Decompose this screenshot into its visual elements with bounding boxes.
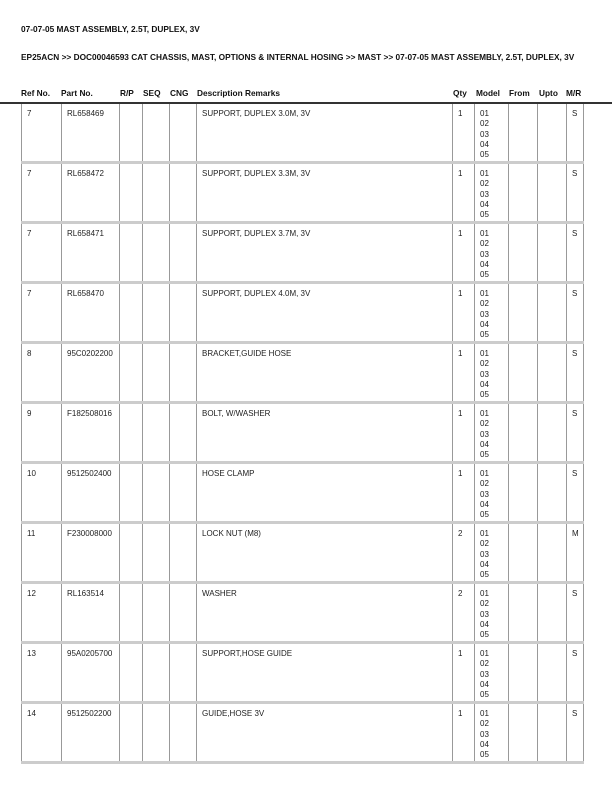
qty-cell: 1: [453, 643, 475, 703]
rp-cell: [120, 163, 143, 223]
part-number-cell: F230008000: [62, 523, 120, 583]
cng-cell: [170, 223, 197, 283]
seq-cell: [143, 343, 170, 403]
cng-cell: [170, 583, 197, 643]
page-title: 07-07-05 MAST ASSEMBLY, 2.5T, DUPLEX, 3V: [21, 24, 200, 34]
seq-cell: [143, 403, 170, 463]
model-cell: [475, 703, 509, 763]
mr-cell: S: [567, 283, 584, 343]
upto-cell: [538, 643, 567, 703]
ref-cell: 7: [22, 104, 62, 163]
upto-cell: [538, 104, 567, 163]
part-number-cell: RL658471: [62, 223, 120, 283]
description-cell: LOCK NUT (M8): [197, 523, 453, 583]
mr-cell: S: [567, 583, 584, 643]
upto-cell: [538, 283, 567, 343]
description-cell: HOSE CLAMP: [197, 463, 453, 523]
cng-cell: [170, 104, 197, 163]
ref-cell: 14: [22, 703, 62, 763]
ref-cell: 12: [22, 583, 62, 643]
part-number-cell: RL658469: [62, 104, 120, 163]
header-model: Model: [476, 88, 500, 98]
description-cell: SUPPORT, DUPLEX 3.7M, 3V: [197, 223, 453, 283]
model-code: 04: [480, 379, 489, 389]
model-code: 05: [480, 510, 489, 520]
ref-cell: 11: [22, 523, 62, 583]
model-code: 03: [480, 249, 489, 259]
model-code: 04: [480, 199, 489, 209]
model-code: 03: [480, 609, 489, 619]
table-row: [22, 343, 584, 403]
model-code: 03: [480, 189, 489, 199]
cng-cell: [170, 403, 197, 463]
table-row: [22, 163, 584, 223]
description-cell: SUPPORT,HOSE GUIDE: [197, 643, 453, 703]
model-code: 01: [480, 349, 489, 358]
model-cell: [475, 643, 509, 703]
header-from: From: [509, 88, 530, 98]
mr-cell: S: [567, 223, 584, 283]
part-number-cell: RL658472: [62, 163, 120, 223]
from-cell: [509, 703, 538, 763]
model-cell: [475, 583, 509, 643]
rp-cell: [120, 463, 143, 523]
seq-cell: [143, 463, 170, 523]
rp-cell: [120, 104, 143, 163]
model-code: 01: [480, 709, 489, 718]
mr-cell: S: [567, 104, 584, 163]
table-row: [22, 643, 584, 703]
mr-cell: S: [567, 163, 584, 223]
rp-cell: [120, 703, 143, 763]
rp-cell: [120, 523, 143, 583]
header-rp: R/P: [120, 88, 134, 98]
model-code: 02: [480, 299, 489, 309]
ref-cell: 10: [22, 463, 62, 523]
model-code: 03: [480, 489, 489, 499]
model-code: 04: [480, 739, 489, 749]
model-code: 04: [480, 679, 489, 689]
from-cell: [509, 403, 538, 463]
upto-cell: [538, 223, 567, 283]
seq-cell: [143, 703, 170, 763]
model-code: 01: [480, 649, 489, 658]
model-code: 03: [480, 369, 489, 379]
from-cell: [509, 463, 538, 523]
model-code: 04: [480, 319, 489, 329]
cng-cell: [170, 523, 197, 583]
description-cell: GUIDE,HOSE 3V: [197, 703, 453, 763]
model-cell: [475, 403, 509, 463]
header-qty: Qty: [453, 88, 467, 98]
ref-cell: 13: [22, 643, 62, 703]
table-row: [22, 583, 584, 643]
seq-cell: [143, 523, 170, 583]
model-code: 05: [480, 750, 489, 760]
model-code: 04: [480, 259, 489, 269]
mr-cell: S: [567, 703, 584, 763]
model-code: 01: [480, 289, 489, 298]
ref-cell: 8: [22, 343, 62, 403]
mr-cell: S: [567, 343, 584, 403]
rp-cell: [120, 223, 143, 283]
upto-cell: [538, 583, 567, 643]
model-code: 05: [480, 450, 489, 460]
ref-cell: 7: [22, 223, 62, 283]
model-cell: [475, 104, 509, 163]
qty-cell: 1: [453, 163, 475, 223]
model-code: 04: [480, 439, 489, 449]
part-number-cell: 95C0202200: [62, 343, 120, 403]
qty-cell: 1: [453, 463, 475, 523]
part-number-cell: 95A0205700: [62, 643, 120, 703]
model-code: 05: [480, 390, 489, 400]
model-code: 02: [480, 479, 489, 489]
model-code: 02: [480, 719, 489, 729]
qty-cell: 1: [453, 223, 475, 283]
seq-cell: [143, 583, 170, 643]
qty-cell: 1: [453, 343, 475, 403]
rp-cell: [120, 643, 143, 703]
seq-cell: [143, 104, 170, 163]
mr-cell: M: [567, 523, 584, 583]
from-cell: [509, 163, 538, 223]
ref-cell: 9: [22, 403, 62, 463]
upto-cell: [538, 343, 567, 403]
mr-cell: S: [567, 403, 584, 463]
seq-cell: [143, 643, 170, 703]
model-code: 01: [480, 529, 489, 538]
cng-cell: [170, 343, 197, 403]
model-code: 05: [480, 150, 489, 160]
model-cell: [475, 523, 509, 583]
qty-cell: 1: [453, 283, 475, 343]
from-cell: [509, 104, 538, 163]
header-mr: M/R: [566, 88, 582, 98]
qty-cell: 1: [453, 403, 475, 463]
model-code: 01: [480, 169, 489, 178]
model-code: 05: [480, 690, 489, 700]
table-row: [22, 463, 584, 523]
upto-cell: [538, 523, 567, 583]
cng-cell: [170, 283, 197, 343]
rp-cell: [120, 403, 143, 463]
from-cell: [509, 643, 538, 703]
part-number-cell: 9512502400: [62, 463, 120, 523]
from-cell: [509, 523, 538, 583]
parts-table: [21, 104, 584, 764]
model-code: 03: [480, 429, 489, 439]
header-cng: CNG: [170, 88, 189, 98]
model-code: 01: [480, 469, 489, 478]
description-cell: SUPPORT, DUPLEX 3.0M, 3V: [197, 104, 453, 163]
model-code: 02: [480, 119, 489, 129]
description-cell: BOLT, W/WASHER: [197, 403, 453, 463]
from-cell: [509, 583, 538, 643]
rp-cell: [120, 343, 143, 403]
model-code: 03: [480, 549, 489, 559]
model-code: 05: [480, 630, 489, 640]
description-cell: WASHER: [197, 583, 453, 643]
mr-cell: S: [567, 463, 584, 523]
model-code: 02: [480, 599, 489, 609]
model-cell: [475, 463, 509, 523]
from-cell: [509, 343, 538, 403]
model-code: 04: [480, 499, 489, 509]
model-code: 02: [480, 659, 489, 669]
mr-cell: S: [567, 643, 584, 703]
model-code: 02: [480, 419, 489, 429]
upto-cell: [538, 403, 567, 463]
qty-cell: 1: [453, 703, 475, 763]
cng-cell: [170, 703, 197, 763]
ref-cell: 7: [22, 163, 62, 223]
rp-cell: [120, 283, 143, 343]
table-row: [22, 223, 584, 283]
model-code: 02: [480, 539, 489, 549]
cng-cell: [170, 463, 197, 523]
qty-cell: 2: [453, 523, 475, 583]
model-code: 01: [480, 229, 489, 238]
model-code: 04: [480, 559, 489, 569]
model-code: 03: [480, 729, 489, 739]
description-cell: SUPPORT, DUPLEX 4.0M, 3V: [197, 283, 453, 343]
header-desc: Description Remarks: [197, 88, 281, 98]
table-row: [22, 104, 584, 163]
model-code: 04: [480, 619, 489, 629]
seq-cell: [143, 223, 170, 283]
ref-cell: 7: [22, 283, 62, 343]
model-code: 03: [480, 669, 489, 679]
description-cell: SUPPORT, DUPLEX 3.3M, 3V: [197, 163, 453, 223]
from-cell: [509, 283, 538, 343]
part-number-cell: 9512502200: [62, 703, 120, 763]
description-cell: BRACKET,GUIDE HOSE: [197, 343, 453, 403]
seq-cell: [143, 163, 170, 223]
part-number-cell: RL163514: [62, 583, 120, 643]
model-cell: [475, 283, 509, 343]
part-number-cell: RL658470: [62, 283, 120, 343]
seq-cell: [143, 283, 170, 343]
model-code: 02: [480, 239, 489, 249]
rp-cell: [120, 583, 143, 643]
header-ref: Ref No.: [21, 88, 51, 98]
model-code: 03: [480, 129, 489, 139]
model-code: 01: [480, 589, 489, 598]
qty-cell: 2: [453, 583, 475, 643]
model-code: 05: [480, 330, 489, 340]
breadcrumb: EP25ACN >> DOC00046593 CAT CHASSIS, MAST, OPTIONS & INTERNAL HOSING >> MAST >> 07-07-05 MAST ASSEMBLY, 2.5T, DUPLEX, 3V: [21, 52, 575, 62]
part-number-cell: F182508016: [62, 403, 120, 463]
model-code: 02: [480, 359, 489, 369]
table-row: [22, 403, 584, 463]
header-seq: SEQ: [143, 88, 161, 98]
cng-cell: [170, 643, 197, 703]
cng-cell: [170, 163, 197, 223]
model-code: 05: [480, 270, 489, 280]
model-cell: [475, 163, 509, 223]
header-part: Part No.: [61, 88, 93, 98]
qty-cell: 1: [453, 104, 475, 163]
from-cell: [509, 223, 538, 283]
model-code: 01: [480, 409, 489, 418]
table-row: [22, 283, 584, 343]
model-code: 01: [480, 109, 489, 118]
upto-cell: [538, 703, 567, 763]
model-code: 03: [480, 309, 489, 319]
upto-cell: [538, 463, 567, 523]
model-code: 02: [480, 179, 489, 189]
model-code: 04: [480, 139, 489, 149]
header-upto: Upto: [539, 88, 558, 98]
model-code: 05: [480, 210, 489, 220]
model-cell: [475, 343, 509, 403]
model-code: 05: [480, 570, 489, 580]
table-row: [22, 703, 584, 763]
upto-cell: [538, 163, 567, 223]
model-cell: [475, 223, 509, 283]
table-row: [22, 523, 584, 583]
